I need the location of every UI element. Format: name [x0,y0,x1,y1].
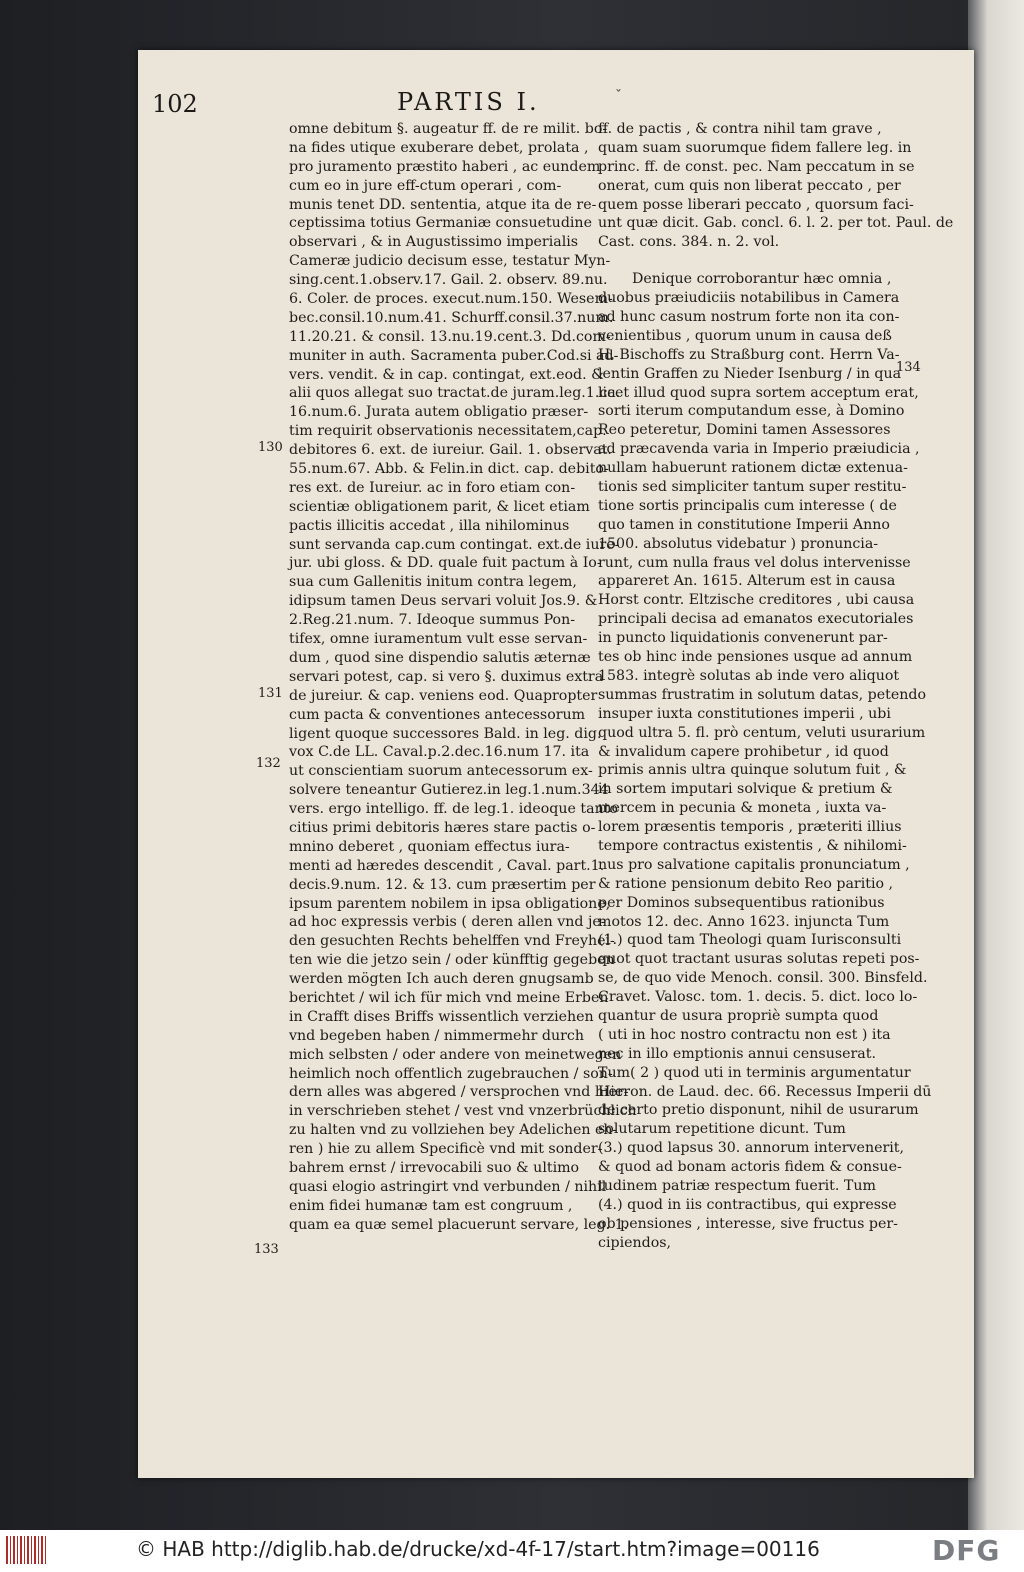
text-line: menti ad hæredes descendit , Caval. part.1. [289,857,605,874]
text-line: Hieron. de Laud. dec. 66. Recessus Imperii dū [598,1083,932,1100]
text-line: cipiendos, [598,1234,672,1251]
text-line: solvere teneantur Gutierez.in leg.1.num.344 [289,782,609,799]
text-line: in verschrieben stehet / vest vnd vnzerbrüchlich [289,1103,637,1120]
text-line: bahrem ernst / irrevocabili suo & ultimo [289,1159,580,1176]
text-line: (4.) quod in iis contractibus, qui expresse [598,1196,897,1213]
text-line: enim fidei humanæ tam est congruum , [289,1197,573,1214]
copyright-link[interactable]: © HAB http://diglib.hab.de/drucke/xd-4f-17/start.htm?image=00116 [136,1537,820,1561]
text-line: ( uti in hoc nostro contractu non est ) ita [598,1026,891,1043]
text-line: quam suam suorumque fidem fallere leg. in [598,139,912,156]
text-line: ren ) hie zu allem Specificè vnd mit sonder- [289,1141,603,1158]
text-line: vers. vendit. & in cap. contingat, ext.eod. & [289,366,604,383]
text-line: 6. Coler. de proces. execut.num.150. Wesem- [289,291,613,308]
text-line: & invalidum capere prohibetur , id quod [598,743,889,760]
text-line: sunt servanda cap.cum contingat. ext.de iure- [289,536,620,553]
margin-number: 131 [258,686,283,701]
text-line: alii quos allegat suo tractat.de juram.leg.1.ca. [289,385,621,402]
text-line: sua cum Gallenitis initum contra legem, [289,574,577,591]
text-line: principali decisa ad emanatos executoriales [598,611,914,628]
text-line: Cast. cons. 384. n. 2. vol. [598,234,780,251]
hab-logo-icon [6,1536,46,1564]
text-line: munis tenet DD. sententia, atque ita de re- [289,196,597,213]
text-line: quem posse liberari peccato , quorsum faci- [598,196,914,213]
text-line: Reo peteretur, Domini tamen Assessores [598,422,891,439]
text-line: tim requirit observationis necessitatem,cap. [289,423,607,440]
text-line: & ratione pensionum debito Reo paritio , [598,875,894,892]
text-line: quod ultra 5. fl. prò centum, veluti usurarium [598,724,926,741]
text-line: cum pacta & conventiones antecessorum [289,706,586,723]
text-line: mnino deberet , quoniam effectus iura- [289,838,570,855]
text-line: 1583. integrè solutas ab inde vero aliquot [598,667,900,684]
text-line: insuper iuxta constitutiones imperii , ubi [598,705,891,722]
text-line: ad hunc casum nostrum forte non ita con- [598,309,900,326]
text-line: se, de quo vide Menoch. consil. 300. Binsfeld. [598,970,928,987]
text-line: (3.) quod lapsus 30. annorum intervenerit, [598,1140,905,1157]
text-line: zu halten vnd zu vollziehen bey Adelichen eh- [289,1122,618,1139]
text-line: quasi elogio astringirt vnd verbunden / nihil [289,1178,607,1195]
text-line: de jureiur. & cap. veniens eod. Quapropter [289,687,598,704]
text-line: Cravet. Valosc. tom. 1. decis. 5. dict. loco lo- [598,989,918,1006]
text-line: bec.consil.10.num.41. Schurff.consil.37.num. [289,309,614,326]
text-line: na fides utique exuberare debet, prolata , [289,139,589,156]
text-line: tes ob hinc inde pensiones usque ad annum [598,649,913,666]
text-line: ipsum parentem nobilem in ipsa obligatione, [289,895,611,912]
text-line: unt quæ dicit. Gab. concl. 6. l. 2. per tot. Paul. de [598,215,954,232]
text-line: ut conscientiam suorum antecessorum ex- [289,763,593,780]
text-line: 55.num.67. Abb. & Felin.in dict. cap. debito- [289,461,609,478]
text-line: tionis sed simpliciter tantum super restitu- [598,479,907,496]
text-line: nus pro salvatione capitalis pronunciatum , [598,856,910,873]
text-line: nec in illo emptionis annui censuserat. [598,1045,876,1062]
text-line: runt, cum nulla fraus vel dolus intervenisse [598,554,911,571]
text-line: sorti iterum computandum esse, à Domino [598,403,905,420]
text-line: res ext. de Iureiur. ac in foro etiam con- [289,479,576,496]
text-line: werden mögten Ich auch deren gnugsamb [289,971,594,988]
dfg-logo: DFG [932,1534,1001,1567]
text-line: idipsum tamen Deus servari voluit Jos.9. & [289,593,598,610]
margin-number: 130 [258,440,283,455]
text-line: ten wie die jetzo sein / oder künfftig gegeben [289,952,615,969]
text-line: debitores 6. ext. de iureiur. Gail. 1. observat. [289,442,612,459]
text-line: ligent quoque successores Bald. in leg. dig. [289,725,602,742]
text-line: motos 12. dec. Anno 1623. injuncta Tum [598,913,890,930]
text-line: sing.cent.1.observ.17. Gail. 2. observ. 89.nu. [289,272,608,289]
text-line: & quod ad bonam actoris fidem & consue- [598,1159,902,1176]
text-line: princ. ff. de const. pec. Nam peccatum in se [598,158,915,175]
text-line: scientiæ obligationem parit, & licet etiam [289,498,590,515]
right-column-paragraph-1 [598,120,954,252]
text-line: (1.) quod tam Theologi quam Iurisconsulti [598,932,902,949]
text-line: 1500. absolutus videbatur ) pronuncia- [598,535,879,552]
text-line: servari potest, cap. si vero §. duximus extra [289,668,604,685]
text-line: appareret An. 1615. Alterum est in causa [598,573,896,590]
text-line: cum eo in jure eff-ctum operari , com- [289,177,562,194]
text-line: ad hoc expressis verbis ( deren allen vnd je- [289,914,606,931]
text-line: nullam habuerunt rationem dictæ extenua- [598,460,908,477]
text-line: de certo pretio disponunt, nihil de usurarum [598,1102,919,1119]
text-line: vox C.de LL. Caval.p.2.dec.16.num 17. ita [289,744,590,761]
text-line: in Crafft dises Briffs wissentlich verziehen [289,1008,594,1025]
text-line: tudinem patriæ respectum fuerit. Tum [598,1177,876,1194]
text-line: 2.Reg.21.num. 7. Ideoque summus Pon- [289,612,576,629]
text-line: mich selbsten / oder andere von meinetwegen [289,1046,622,1063]
text-line: ff. de pactis , & contra nihil tam grave , [598,121,882,137]
text-line: mercem in pecunia & moneta , iuxta va- [598,800,887,817]
text-line: ad præcavenda varia in Imperio præiudicia , [598,441,920,458]
text-line: ceptissima totius Germaniæ consuetudine [289,215,592,232]
text-line: omne debitum §. augeatur ff. de re milit. bo- [289,121,608,137]
left-text-column [289,120,637,1235]
text-line: quam ea quæ semel placuerunt servare, leg. 1. [289,1216,629,1233]
next-page-edge [968,0,1024,1530]
text-line: ob pensiones , interesse, sive fructus per- [598,1215,898,1232]
text-line: berichtet / wil ich für mich vnd meine Erben [289,989,609,1006]
text-line: quantur de usura propriè sumpta quod [598,1007,879,1024]
text-line: observari , & in Augustissimo imperialis [289,234,579,251]
text-line: lorem præsentis temporis , præteriti illius [598,819,902,836]
margin-number: 132 [256,756,281,771]
text-line: in sortem imputari solvique & pretium & [598,781,893,798]
text-line: primis annis ultra quinque solutum fuit , & [598,762,907,779]
text-line: dern alles was abgered / versprochen vnd hier- [289,1084,629,1101]
text-line: licet illud quod supra sortem acceptum erat, [598,384,919,401]
text-line: H. Bischoffs zu Straßburg cont. Herrn Va- [598,346,900,363]
text-line: decis.9.num. 12. & 13. cum præsertim per [289,876,596,893]
margin-number: 133 [254,1242,279,1257]
text-line: pactis illicitis accedat , illa nihilominus [289,517,570,534]
text-line: quo tamen in constitutione Imperii Anno [598,516,890,533]
running-head [0,86,1024,120]
text-line: dum , quod sine dispendio salutis æternæ [289,649,591,666]
text-line: 16.num.6. Jurata autem obligatio præser- [289,404,589,421]
text-line: tione sortis principalis cum interesse ( de [598,497,897,514]
text-line: Denique corroborantur hæc omnia , [632,271,892,288]
footer-bar [0,1530,1024,1572]
text-line: pro juramento præstito haberi , ac eundem [289,158,601,175]
text-line: Cameræ judicio decisum esse, testatur Myn- [289,253,611,270]
text-line: Horst contr. Eltzische creditores , ubi causa [598,592,915,609]
text-line: tifex, omne iuramentum vult esse servan- [289,631,588,648]
text-line: Tum( 2 ) quod uti in terminis argumentatur [598,1064,911,1081]
text-line: heimlich noch offentlich zugebrauchen / son- [289,1065,613,1082]
text-line: vers. ergo intelligo. ff. de leg.1. ideoque tanto [289,801,618,818]
text-line: den gesuchten Rechts behelffen vnd Freyhei- [289,933,615,950]
text-line: muniter in auth. Sacramenta puber.Cod.si ad- [289,347,619,364]
margin-number: 134 [896,360,921,375]
folio-number: 102 [152,90,198,118]
text-line: tempore contractus existentis , & nihilomi- [598,837,907,854]
text-line: in puncto liquidationis convenerunt par- [598,630,888,647]
printers-mark: ˇ [615,88,622,104]
part-title: PARTIS I. [397,88,540,116]
text-line: per Dominos subsequentibus rationibus [598,894,885,911]
text-line: duobus præiudiciis notabilibus in Camera [598,290,900,307]
text-line: citius primi debitoris hæres stare pactis o- [289,819,596,836]
text-line: solutarum repetitione dicunt. Tum [598,1121,846,1138]
text-line: lentin Graffen zu Nieder Isenburg / in qua [598,365,902,382]
text-line: onerat, cum quis non liberat peccato , per [598,177,901,194]
text-line: 11.20.21. & consil. 13.nu.19.cent.3. Dd.com- [289,328,611,345]
text-line: vnd begeben haben / nimmermehr durch [289,1027,584,1044]
text-line: venientibus , quorum unum in causa deß [598,327,892,344]
text-line: quot quot tractant usuras solutas repeti pos- [598,951,920,968]
text-line: jur. ubi gloss. & DD. quale fuit pactum à Io- [289,555,602,572]
text-line: summas frustratim in solutum datas, petendo [598,686,926,703]
